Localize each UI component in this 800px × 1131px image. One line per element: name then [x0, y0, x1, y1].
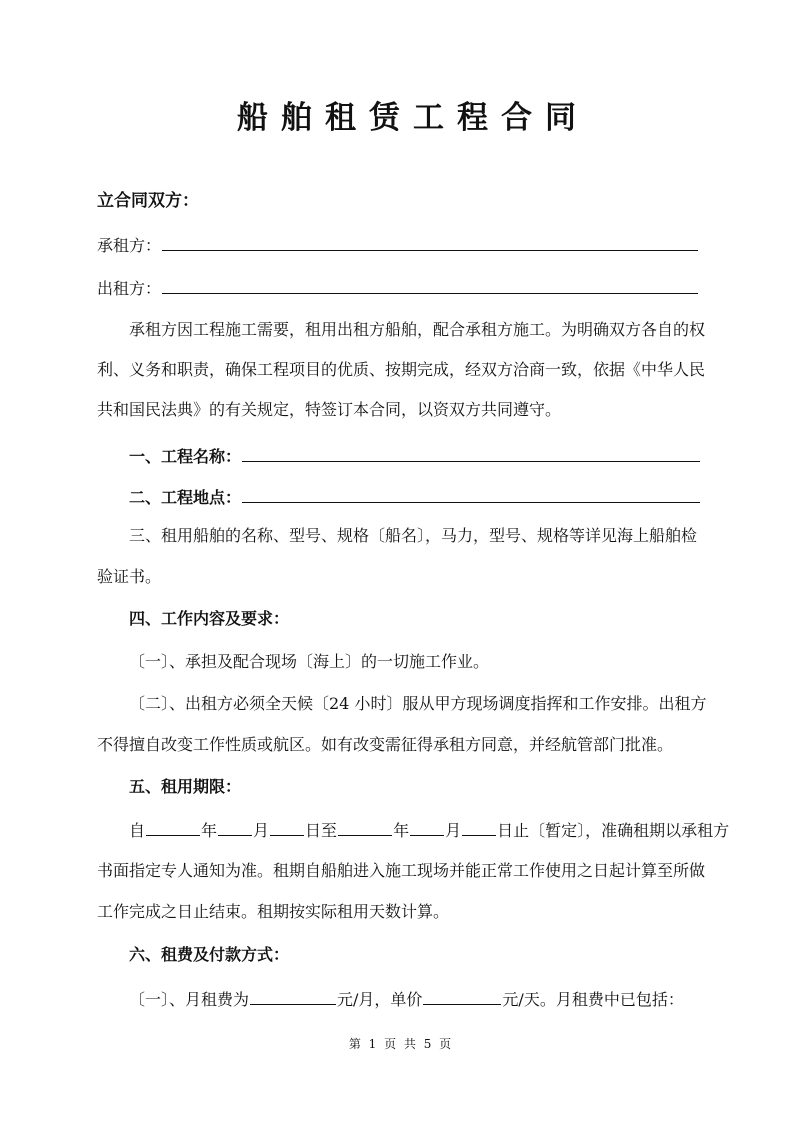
monthly-rent-label: 〔一〕、月租费为	[129, 990, 250, 1009]
section3-line-2: 验证书。	[97, 567, 162, 586]
section4-item-2-line-2: 不得擅自改变工作性质或航区。如有改变需征得承租方同意，并经航管部门批准。	[97, 735, 674, 754]
parties-heading: 立合同双方：	[97, 191, 199, 211]
rent-includes-text: 元/天。月租费中已包括：	[502, 990, 684, 1009]
start-year-blank	[146, 818, 200, 836]
end-year-blank	[338, 818, 392, 836]
month-label-2: 月	[445, 821, 462, 840]
project-location-blank	[242, 485, 700, 503]
section5-line-3: 工作完成之日止结束。租期按实际租用天数计算。	[97, 902, 450, 921]
project-location-label: 二、工程地点：	[129, 488, 242, 507]
section4-item-2-line-1: 〔二〕、出租方必须全天候〔24 小时〕服从甲方现场调度指挥和工作安排。出租方	[129, 694, 707, 713]
section5-line-1	[129, 818, 729, 842]
section5-line-2: 书面指定专人通知为准。租期自船舶进入施工现场并能正常工作使用之日起计算至所做	[97, 861, 706, 880]
month-label-1: 月	[253, 821, 270, 840]
project-name-line	[129, 444, 701, 468]
section5-heading: 五、租用期限：	[129, 777, 242, 796]
section6-item-1	[129, 987, 684, 1011]
lessee-label: 承租方：	[97, 236, 162, 255]
day-to-label: 日至	[305, 821, 338, 840]
unit-price-label: 元/月，单价	[337, 990, 423, 1009]
start-month-blank	[218, 818, 252, 836]
document-title: 船舶租赁工程合同	[237, 100, 589, 136]
section6-heading: 六、租费及付款方式：	[129, 945, 290, 964]
lessor-label: 出租方：	[97, 279, 162, 298]
lessee-blank	[162, 233, 698, 251]
unit-price-blank	[423, 987, 501, 1005]
day-end-text: 日止〔暂定〕，准确租期以承租方	[497, 821, 730, 840]
end-day-blank	[462, 818, 496, 836]
monthly-rent-blank	[250, 987, 336, 1005]
lessor-blank	[162, 276, 698, 294]
lessor-line	[97, 276, 699, 300]
intro-line-2: 利、义务和职责，确保工程项目的优质、按期完成，经双方洽商一致，依据《中华人民	[97, 360, 706, 379]
start-day-blank	[270, 818, 304, 836]
intro-line-3: 共和国民法典》的有关规定，特签订本合同，以资双方共同遵守。	[97, 400, 562, 419]
from-label: 自	[129, 821, 146, 840]
year-label-1: 年	[201, 821, 218, 840]
section4-item-1: 〔一〕、承担及配合现场〔海上〕的一切施工作业。	[129, 652, 490, 671]
project-name-label: 一、工程名称：	[129, 447, 242, 466]
end-month-blank	[410, 818, 444, 836]
section3-line-1: 三、租用船舶的名称、型号、规格〔船名〕，马力，型号、规格等详见海上船舶检	[129, 526, 698, 545]
project-location-line	[129, 485, 701, 509]
project-name-blank	[242, 444, 700, 462]
intro-line-1: 承租方因工程施工需要，租用出租方船舶，配合承租方施工。为明确双方各自的权	[129, 320, 706, 339]
page-footer: 第 1 页 共 5 页	[348, 1037, 452, 1051]
lessee-line	[97, 233, 699, 257]
year-label-2: 年	[393, 821, 410, 840]
section4-heading: 四、工作内容及要求：	[129, 609, 290, 628]
